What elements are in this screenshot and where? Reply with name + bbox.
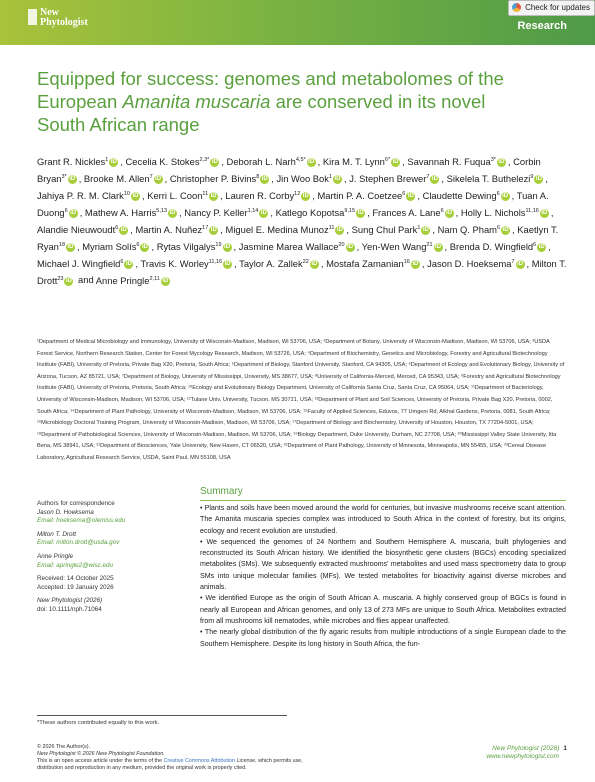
author-connector: and bbox=[75, 274, 96, 286]
author-name: Savannah R. Fuqua bbox=[407, 156, 491, 168]
orcid-icon[interactable]: iD bbox=[69, 176, 76, 183]
author-name: J. Stephen Brewer bbox=[349, 173, 427, 185]
author-affiliation-mark: 6 bbox=[440, 207, 444, 214]
received-date: Received: 14 October 2025 bbox=[37, 575, 114, 583]
author-name: Sikelela T. Buthelezi bbox=[446, 173, 531, 185]
check-for-updates-button[interactable] bbox=[508, 0, 595, 16]
author-affiliation-mark: 1,14 bbox=[247, 207, 259, 214]
author[interactable] bbox=[84, 173, 165, 184]
license-footer bbox=[37, 744, 337, 772]
orcid-icon[interactable]: iD bbox=[210, 226, 217, 233]
author-affiliation-mark: 1 bbox=[328, 173, 332, 180]
orcid-icon[interactable]: iD bbox=[502, 192, 509, 199]
author-affiliation-mark: 6 bbox=[402, 190, 406, 197]
author[interactable] bbox=[318, 190, 418, 201]
footer-journal: New Phytologist (2026) bbox=[492, 745, 560, 752]
orcid-icon[interactable]: iD bbox=[67, 243, 74, 250]
author-affiliation-mark: 2,11 bbox=[149, 275, 160, 282]
orcid-icon[interactable]: iD bbox=[392, 159, 399, 166]
author-name: Jin Woo Bok bbox=[276, 173, 329, 185]
author-affiliation-mark: 7 bbox=[149, 173, 153, 180]
author[interactable] bbox=[423, 190, 512, 201]
orcid-icon[interactable]: iD bbox=[65, 277, 72, 284]
accepted-date: Accepted: 19 January 2026 bbox=[37, 583, 114, 591]
summary-bullet-text: The nearly global distribution of the fly agaric results from multiple introductions of a single European clade to the Southern Hemisphere. Despite its long history in South Africa, the fun- bbox=[200, 628, 566, 648]
author[interactable] bbox=[126, 156, 222, 167]
page-number: 1 bbox=[563, 745, 567, 752]
orcid-icon[interactable]: iD bbox=[141, 243, 148, 250]
orcid-icon[interactable]: iD bbox=[260, 209, 267, 216]
orcid-icon[interactable]: iD bbox=[261, 176, 268, 183]
journal-header-bar bbox=[0, 0, 595, 45]
summary-bullet-text: We sequenced the genomes of 24 Northern and Southern Hemisphere A. muscaria, built phylogenies and reconstructed its South African history. We identified the biosynthetic gene clusters (BGCs) encoding specialized metabolites (SMs). We subsequently extracted mushrooms' metabolites and used mass spectrometry data to group SMs into unique molecular families (MFs). We tested metabolites for bioactivity against diverse microbes and animals. bbox=[200, 537, 566, 592]
orcid-icon[interactable]: iD bbox=[336, 226, 343, 233]
author-name: Kira M. T. Lynn bbox=[322, 156, 385, 168]
author[interactable] bbox=[407, 156, 508, 167]
journal-website[interactable]: www.newphytologist.com bbox=[486, 753, 559, 760]
author[interactable] bbox=[447, 173, 546, 184]
author[interactable] bbox=[362, 241, 445, 252]
author-affiliation-mark: 22 bbox=[302, 258, 309, 265]
author-affiliation-mark: 10 bbox=[123, 190, 130, 197]
author[interactable] bbox=[239, 258, 321, 269]
orcid-icon[interactable]: iD bbox=[70, 209, 77, 216]
orcid-icon[interactable]: iD bbox=[538, 243, 545, 250]
author[interactable] bbox=[96, 275, 172, 286]
summary-bullet-text: Plants and soils have been moved around the world for centuries, but invasive mushrooms receive scant attention. The Amanita muscaria species complex was introduced to South Africa in the context of forestry, but its origins, ecology and recent evolution are unstudied. bbox=[200, 504, 566, 535]
author[interactable] bbox=[37, 156, 120, 167]
author[interactable] bbox=[37, 224, 130, 235]
author-affiliation-mark: 8 bbox=[256, 173, 260, 180]
orcid-icon[interactable]: iD bbox=[169, 209, 176, 216]
summary-bullet-text: We identified Europe as the origin of South African A. muscaria. A highly conserved group of BGCs is found in nearly all European and African genomes, and only 13 of 273 MFs are unique to South Africa. Metabolites extracted from all mushrooms kill nematodes, while microbes and flies appear unaffected. bbox=[200, 594, 566, 625]
author[interactable] bbox=[184, 207, 270, 218]
author[interactable] bbox=[326, 258, 422, 269]
contact-email[interactable]: Email: apringle2@wisc.edu bbox=[37, 561, 114, 569]
author-name: Cecelia K. Stokes bbox=[125, 156, 200, 168]
author-name: Tuan A. Duong bbox=[37, 189, 549, 218]
orcid-icon[interactable]: iD bbox=[498, 159, 505, 166]
author-affiliation-mark: 6 bbox=[136, 241, 140, 248]
orcid-icon[interactable]: iD bbox=[535, 176, 542, 183]
orcid-icon[interactable]: iD bbox=[224, 243, 231, 250]
author[interactable] bbox=[276, 173, 344, 184]
author-affiliation-mark: 1 bbox=[105, 157, 109, 163]
author[interactable] bbox=[323, 156, 402, 167]
author[interactable] bbox=[170, 173, 271, 184]
article-title bbox=[37, 67, 517, 136]
author-name: Yen-Wen Wang bbox=[361, 240, 427, 252]
author-name: Corbin Bryan bbox=[37, 156, 541, 185]
author-affiliation-mark: 11 bbox=[328, 224, 335, 231]
summary-body bbox=[200, 503, 566, 650]
license-link[interactable]: Creative Commons Attribution bbox=[163, 758, 236, 764]
orcid-icon[interactable]: iD bbox=[502, 226, 509, 233]
summary-bullet: • We sequenced the genomes of 24 Northern and Southern Hemisphere A. muscaria, built phylogenies and reconstructed its South African history. We identified the biosynthetic gene clusters (BGCs) encoding specialized metabolites (SMs). We subsequently extracted mushrooms' metabolites and used mass spectrometry data to group SMs into unique molecular families (MFs). We tested metabolites for bioactivity against diverse microbes and animals. bbox=[200, 537, 566, 592]
author[interactable] bbox=[450, 241, 548, 252]
author-affiliation-mark: 2,3* bbox=[199, 157, 210, 163]
orcid-icon[interactable]: iD bbox=[210, 192, 217, 199]
author[interactable] bbox=[85, 207, 179, 218]
author-affiliation-mark: 3* bbox=[61, 173, 67, 180]
author[interactable] bbox=[227, 156, 318, 167]
summary-divider bbox=[200, 500, 566, 501]
author-name: Christopher P. Bivins bbox=[169, 173, 257, 185]
orcid-icon[interactable]: iD bbox=[446, 209, 453, 216]
orcid-icon[interactable]: iD bbox=[110, 159, 117, 166]
author[interactable] bbox=[461, 207, 551, 218]
title-part-2: are conserved in its novel South African range bbox=[37, 91, 486, 135]
page-footer-right bbox=[486, 745, 567, 761]
author-name: Martin A. Nuñez bbox=[135, 223, 203, 235]
check-for-updates-label: Check for updates bbox=[525, 3, 590, 12]
author-name: Martin P. A. Coetzee bbox=[317, 189, 403, 201]
orcid-icon[interactable]: iD bbox=[431, 176, 438, 183]
orcid-icon[interactable]: iD bbox=[125, 260, 132, 267]
author-name: Nam Q. Pham bbox=[437, 223, 497, 235]
author-name: Mostafa Zamanian bbox=[326, 257, 404, 269]
author-name: Lauren R. Corby bbox=[225, 189, 295, 201]
author[interactable] bbox=[135, 224, 220, 235]
summary-bullet: • Plants and soils have been moved around the world for centuries, but invasive mushrooms receive scant attention. The Amanita muscaria species complex was introduced to South Africa in the context of forestry, but its origins, ecology and recent evolution are unstudied. bbox=[200, 504, 566, 535]
author-name: Jasmine Marea Wallace bbox=[238, 240, 339, 252]
orcid-icon[interactable]: iD bbox=[422, 226, 429, 233]
orcid-icon[interactable]: iD bbox=[412, 260, 419, 267]
author[interactable] bbox=[147, 190, 220, 201]
article-sidebar bbox=[37, 500, 187, 620]
orcid-icon[interactable]: iD bbox=[224, 260, 231, 267]
orcid-icon[interactable]: iD bbox=[541, 209, 548, 216]
author-affiliation-mark: 7 bbox=[426, 173, 430, 180]
orcid-icon[interactable]: iD bbox=[435, 243, 442, 250]
journal-reference: New Phytologist (2026) bbox=[37, 597, 103, 605]
author-affiliation-mark: 20 bbox=[338, 241, 345, 248]
correspondence-label: Authors for correspondence bbox=[37, 500, 115, 507]
orcid-icon[interactable]: iD bbox=[132, 192, 139, 199]
author-affiliation-mark: 9,15 bbox=[344, 207, 356, 214]
author-name: Myriam Solís bbox=[82, 240, 137, 252]
orcid-icon[interactable]: iD bbox=[517, 260, 524, 267]
author-name: Nancy P. Keller bbox=[184, 206, 248, 218]
author-affiliation-mark: 3* bbox=[490, 157, 496, 163]
author-affiliation-mark: 12 bbox=[294, 190, 301, 197]
author[interactable] bbox=[157, 241, 234, 252]
orcid-icon[interactable]: iD bbox=[162, 277, 169, 284]
author-name: Taylor A. Zallek bbox=[239, 257, 303, 269]
orcid-icon[interactable]: iD bbox=[334, 176, 341, 183]
author-name: Kaetlyn T. Ryan bbox=[37, 223, 559, 252]
author-affiliation-mark: 21 bbox=[426, 241, 433, 248]
contact-name: Milton T. Drott bbox=[37, 530, 76, 538]
journal-logo[interactable] bbox=[40, 8, 88, 28]
author-affiliation-mark: 6 bbox=[64, 207, 68, 214]
author[interactable] bbox=[438, 224, 512, 235]
author-affiliation-mark: 6 bbox=[496, 190, 500, 197]
orcid-icon[interactable]: iD bbox=[407, 192, 414, 199]
author-name: Kerri L. Coon bbox=[147, 189, 203, 201]
author-affiliation-mark: 1 bbox=[417, 224, 421, 231]
author-affiliation-mark: 16 bbox=[403, 258, 410, 265]
author-name: Grant R. Nickles bbox=[37, 156, 106, 168]
author-name: Claudette Dewing bbox=[422, 189, 497, 201]
author-affiliation-mark: 18 bbox=[58, 241, 66, 248]
orcid-icon[interactable]: iD bbox=[311, 260, 318, 267]
title-species: Amanita muscaria bbox=[122, 91, 271, 112]
author-name: Jahiya P. R. M. Clark bbox=[37, 189, 124, 201]
orcid-icon[interactable]: iD bbox=[155, 176, 162, 183]
author-name: Alandie Nieuwoudt bbox=[37, 223, 116, 235]
orcid-icon[interactable]: iD bbox=[302, 192, 309, 199]
license-line: This is an open access article under the terms of the Creative Commons Attribution License, which permits use, bbox=[37, 758, 303, 764]
author-list: Grant R. Nickles$^1$ iD , Cecelia K. Stokes$^{2,3*}$ iD , Deborah L. Narh$^{4,5*}$ iD , Kira M. T. Lynn$^{6*}$ iD , Savannah R. Fuqua$^{3*}$ iD , Corbin Bryan$^{3*}$ iD , Brooke M. Allen$^7$ iD , Christopher P. Bivins$^8$ iD , Jin Woo Bok$^1$ iD , J. Stephen Brewer$^7$ iD , Sikelela T. Buthelezi$^9$ iD , Jahiya P. R. M. Clark$^{10}$ iD , Kerri L. Coon$^{11}$ iD , Lauren R. Corby$^{12}$ iD , Martin P. A. Coetzee$^6$ iD , Claudette Dewing$^6$ iD , Tuan A. Duong$^6$ iD , Mathew A. Harris$^{5,13}$ iD , Nancy P. Keller$^{1,14}$ iD , Katlego Kopotsa$^{9,15}$ iD , Frances A. Lane$^6$ iD , Holly L. Nichols$^{11,16}$ iD , Alandie Nieuwoudt$^6$ iD , Martin A. Nuñez$^{17}$ iD , Miguel E. Medina Munoz$^{11}$ iD , Sung Chul Park$^1$ iD , Nam Q. Pham$^6$ iD , Kaetlyn T. Ryan$^{18}$ iD , Myriam Solís$^6$ iD , Rytas Vilgalys$^{19}$ iD , Jasmine Marea Wallace$^{20}$ iD , Yen-Wen Wang$^{21}$ iD , Brenda D. Wingfield$^6$ iD , Michael J. Wingfield$^6$ iD , Travis K. Worley$^{11,16}$ iD , Taylor A. Zallek$^{22}$ iD , Mostafa Zamanian$^{16}$ iD , Jason D. Hoeksema$^7$ iD , Milton T. Drott$^{23}$ iD and Anne Pringle$^{2,11}$ iD bbox=[37, 156, 567, 286]
author-name: Frances A. Lane bbox=[372, 206, 441, 218]
author[interactable] bbox=[226, 224, 347, 235]
orcid-icon[interactable]: iD bbox=[357, 209, 364, 216]
author-name: Deborah L. Narh bbox=[226, 156, 296, 168]
author-affiliation-mark: 6 bbox=[115, 224, 119, 231]
summary-heading: Summary bbox=[200, 486, 243, 497]
copyright-line: © 2026 The Author(s). bbox=[37, 744, 91, 750]
author-name: Michael J. Wingfield bbox=[37, 257, 121, 269]
affiliations: ¹Department of Medical Microbiology and Immunology, University of Wisconsin-Madison, Madison, WI 53706, USA; ²Department of Botany, University of Wisconsin-Madison, Madison, WI 53706, USA; ³USDA Forest Service, Northern Research Station, Center for Forest Mycology Research, Madison, WI 53726, USA; ⁴Department of Biochemistry, Genetics and Microbiology, Forestry and Agricultural Biotechnology Institute (FABI), University of Pretoria, Private Bag X20, Pretoria, South Africa; ⁵Department of Biology, Stanford University, Stanford, CA 94305, USA; ⁶Department of Ecology and Evolutionary Biology, University of Arizona, Tucson, AZ 85721, USA; ⁷Department of Biology, University of Mississippi, University, MS 38677, USA; ⁸University of California-Merced, Merced, CA 95343, USA; ⁹Forestry and Agricultural Biotechnology Institute (FABI), University of Pretoria, Pretoria, South Africa; ¹⁰Ecology and Evolutionary Biology Department, University of California Santa Cruz, Santa Cruz, CA 95064, USA; ¹¹Department of Bacteriology, University of Wisconsin-Madison, Madison, WI 53706, USA; ¹²Tulane Univ, University, Tucson, MS 30721, USA; ¹³Department of Plant and Soil Sciences, University of Pretoria, Private Bag X20, Pretoria, 0002, South Africa; ¹⁴Department of Plant Pathology, University of Wisconsin-Madison, Madison, WI 53706, USA; ¹⁵Faculty of Applied Sciences, Eduvos, 77 Umgeni Rd, Alkhal Gardens, Pretoria, 0081, South Africa; ¹⁶Microbiology Doctoral Training Program, University of Wisconsin-Madison, Madison, WI 53706, USA; ¹⁷Department of Biology and Biochemistry, University of Houston, Houston, TX 77204-5001, USA; ¹⁸Department of Pathobiological Sciences, University of Wisconsin-Madison, Madison, WI 53706, USA; ¹⁹Biology Department, Duke University, Durham, NC 27708, USA; ²⁰Mississippi Valley State University, Itta Bena, MS 38941, USA; ²¹Department of Biosciences, Yale University, New Haven, CT 06520, USA; ²²Department of Plant Pathology, University of Minnesota, Minneapolis, MN 55455, USA; ²³Cereal Disease Laboratory, Agricultural Research Service, USDA, Saint Paul, MN 55108, USA bbox=[37, 339, 565, 461]
logo-mark-icon bbox=[28, 9, 37, 25]
contact-email[interactable]: Email: hoeksema@olemiss.edu bbox=[37, 517, 126, 525]
summary-bullet: • The nearly global distribution of the fly agaric results from multiple introductions of a single European clade to the Southern Hemisphere. Despite its long history in South Africa, the fun- bbox=[200, 628, 566, 648]
author-name: Anne Pringle bbox=[95, 274, 150, 286]
author-name: Rytas Vilgalys bbox=[156, 240, 216, 252]
author[interactable] bbox=[37, 258, 135, 269]
author-affiliation-mark: 11,16 bbox=[525, 207, 539, 214]
author-affiliation-mark: 7 bbox=[511, 258, 515, 265]
author-name: Milton T. Drott bbox=[37, 257, 567, 286]
author[interactable] bbox=[225, 190, 312, 201]
logo-line-2: Phytologist bbox=[40, 17, 88, 28]
orcid-icon[interactable]: iD bbox=[347, 243, 354, 250]
logo-line-1: New bbox=[40, 7, 59, 18]
author-affiliation-mark: 19 bbox=[215, 241, 222, 248]
author[interactable] bbox=[82, 241, 151, 252]
doi[interactable]: doi: 10.1111/nph.71064 bbox=[37, 605, 102, 613]
author[interactable] bbox=[140, 258, 234, 269]
author[interactable] bbox=[352, 224, 433, 235]
author-affiliation-mark: 4,5* bbox=[295, 157, 306, 163]
author-affiliation-mark: 23 bbox=[57, 275, 64, 282]
author[interactable] bbox=[276, 207, 368, 218]
foundation-line: New Phytologist © 2026 New Phytologist Foundation. bbox=[37, 751, 165, 757]
author-name: Jason D. Hoeksema bbox=[427, 257, 512, 269]
author[interactable] bbox=[372, 207, 455, 218]
author-name: Katlego Kopotsa bbox=[275, 206, 345, 218]
author[interactable] bbox=[37, 190, 142, 201]
footnote: *These authors contributed equally to this work. bbox=[37, 720, 160, 726]
author-name: Miguel E. Medina Munoz bbox=[225, 223, 329, 235]
author-affiliation-mark: 9 bbox=[530, 173, 534, 180]
author-name: Brooke M. Allen bbox=[83, 173, 150, 185]
orcid-icon[interactable]: iD bbox=[120, 226, 127, 233]
author-affiliation-mark: 5,13 bbox=[156, 207, 168, 214]
orcid-icon[interactable]: iD bbox=[308, 159, 315, 166]
title-part-1: Equipped for success: genomes and metabolomes of the European bbox=[37, 68, 504, 112]
author-affiliation-mark: 6* bbox=[384, 157, 391, 163]
author[interactable] bbox=[239, 241, 357, 252]
author-affiliation-mark: 11 bbox=[202, 190, 209, 197]
author-name: Brenda D. Wingfield bbox=[449, 240, 534, 252]
contact-name: Jason D. Hoeksema bbox=[37, 508, 94, 516]
author[interactable] bbox=[349, 173, 441, 184]
author-affiliation-mark: 6 bbox=[120, 258, 124, 265]
author[interactable] bbox=[427, 258, 526, 269]
author-name: Mathew A. Harris bbox=[84, 206, 157, 218]
author-affiliation-mark: 6 bbox=[496, 224, 501, 231]
author-affiliation-mark: 17 bbox=[202, 224, 209, 231]
license-line-2: distribution and reproduction in any medium, provided the original work is properly cited. bbox=[37, 765, 247, 771]
section-label: Research bbox=[517, 20, 567, 32]
contact-name: Anne Pringle bbox=[37, 552, 74, 560]
orcid-icon[interactable]: iD bbox=[211, 159, 218, 166]
footnote-divider bbox=[37, 715, 287, 716]
author-name: Sung Chul Park bbox=[351, 223, 418, 235]
author-name: Travis K. Worley bbox=[140, 257, 209, 269]
summary-bullet: • We identified Europe as the origin of South African A. muscaria. A highly conserved group of BGCs is found in nearly all European and African genomes, and only 13 of 273 MFs are unique to South Africa. Metabolites extracted from all mushrooms kill nematodes, while microbes and flies appear unaffected. bbox=[200, 594, 566, 625]
contact-email[interactable]: Email: milton.drott@usda.gov bbox=[37, 539, 120, 547]
author-name: Holly L. Nichols bbox=[460, 206, 526, 218]
author-affiliation-mark: 11,16 bbox=[208, 258, 223, 265]
author-affiliation-mark: 6 bbox=[533, 241, 537, 248]
crossmark-icon bbox=[512, 3, 521, 12]
